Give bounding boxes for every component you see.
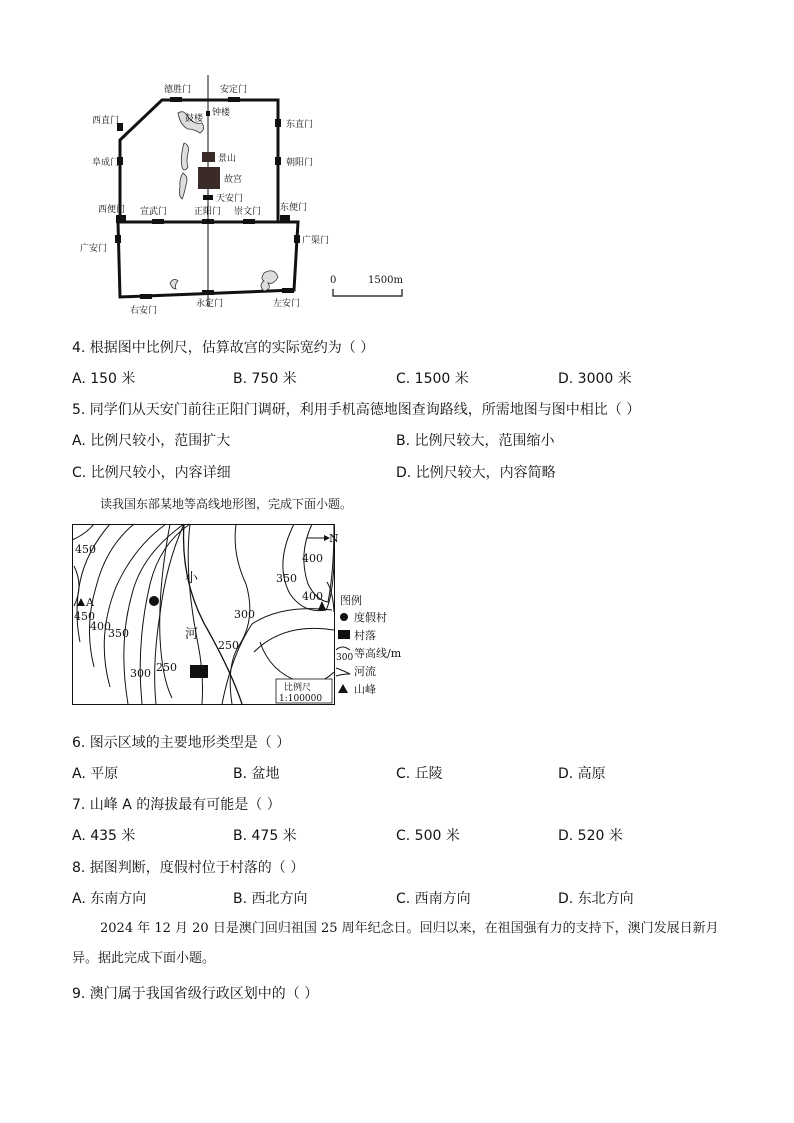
legend-peak-icon	[338, 684, 348, 693]
gate-label-chongwen: 崇文门	[234, 207, 262, 217]
question-4-stem: 4. 根据图中比例尺，估算故宫的实际宽约为（ ）	[72, 340, 375, 356]
contour-label: 250	[156, 661, 177, 674]
contour-label: 300	[130, 667, 151, 680]
contour-label: 450	[74, 610, 95, 623]
scale-zero: 0	[330, 275, 337, 286]
gate-label-anding: 安定门	[220, 85, 248, 95]
gugong-block	[198, 167, 220, 189]
contour-label: 350	[276, 572, 297, 585]
gate-label-zhengyang: 正阳门	[194, 207, 222, 217]
gate-label-dongbian: 东便门	[280, 203, 308, 213]
landmark-label-jingshan: 景山	[218, 154, 237, 164]
gate-label-youan: 右安门	[130, 306, 158, 316]
landmark-label-gulou: 鼓楼	[185, 114, 204, 124]
contour-label: 350	[108, 627, 129, 640]
q5-option-b[interactable]: B. 比例尺较大，范围缩小	[396, 433, 555, 449]
gate-label-guangan: 广安门	[80, 244, 108, 254]
q4-option-b[interactable]: B. 750 米	[233, 371, 297, 387]
legend-contour: 等高线/m	[354, 647, 402, 660]
q5-option-d[interactable]: D. 比例尺较大，内容简略	[396, 465, 556, 481]
lake-shape	[179, 173, 187, 199]
contour-label: 400	[302, 590, 323, 603]
question-8-stem: 8. 据图判断，度假村位于村落的（ ）	[72, 860, 305, 876]
topo-legend	[336, 593, 402, 696]
legend-peak: 山峰	[354, 683, 376, 696]
topographic-map	[72, 522, 422, 708]
landmark-label-zhonglou: 钟楼	[212, 108, 231, 118]
q4-option-d[interactable]: D. 3000 米	[558, 371, 632, 387]
gate-label-xizhi: 西直门	[92, 116, 120, 126]
gate-label-xuanwu: 宣武门	[140, 207, 168, 217]
resort-marker	[149, 596, 159, 606]
q8-option-a[interactable]: A. 东南方向	[72, 891, 147, 907]
q6-option-d[interactable]: D. 高原	[558, 766, 606, 782]
q7-option-d[interactable]: D. 520 米	[558, 828, 623, 844]
legend-river-icon	[336, 668, 350, 676]
question-7-stem: 7. 山峰 A 的海拔最有可能是（ ）	[72, 797, 281, 813]
contour-label: 300	[234, 608, 255, 621]
lake-shape	[181, 143, 188, 170]
topo-scale-value: 1:100000	[279, 694, 323, 704]
gate-label-yongding: 永定门	[196, 299, 224, 309]
landmark-label-gugong: 故宫	[224, 175, 243, 185]
legend-resort: 度假村	[354, 611, 387, 624]
q7-option-c[interactable]: C. 500 米	[396, 828, 460, 844]
topo-intro: 读我国东部某地等高线地形图，完成下面小题。	[100, 497, 353, 511]
gate-label-desheng: 德胜门	[164, 85, 192, 95]
lake-shape	[261, 271, 278, 291]
q4-option-c[interactable]: C. 1500 米	[396, 371, 469, 387]
peak-a-label: A	[86, 596, 94, 609]
legend-contour-value: 300	[336, 653, 354, 663]
contour-label: 400	[90, 620, 111, 633]
gate-label-fucheng: 阜成门	[92, 158, 120, 168]
legend-village-icon	[338, 630, 350, 639]
q6-option-b[interactable]: B. 盆地	[233, 766, 280, 782]
river-char-xiao: 小	[185, 571, 199, 586]
question-6-stem: 6. 图示区域的主要地形类型是（ ）	[72, 735, 291, 751]
legend-contour-icon	[336, 647, 350, 650]
gate-label-chaoyang: 朝阳门	[286, 158, 314, 168]
contour-label: 450	[75, 543, 96, 556]
question-9-stem: 9. 澳门属于我国省级行政区划中的（ ）	[72, 986, 319, 1002]
beijing-city-map	[80, 75, 420, 320]
gate-label-guangqu: 广渠门	[302, 236, 330, 246]
scale-length: 1500m	[368, 275, 403, 286]
landmark-label-tiananmen: 天安门	[216, 194, 244, 204]
legend-resort-icon	[340, 613, 348, 621]
q4-option-a[interactable]: A. 150 米	[72, 371, 136, 387]
gate-label-dongzhi: 东直门	[286, 120, 314, 130]
q6-option-a[interactable]: A. 平原	[72, 766, 119, 782]
q6-option-c[interactable]: C. 丘陵	[396, 766, 443, 782]
q8-option-b[interactable]: B. 西北方向	[233, 891, 308, 907]
q7-option-a[interactable]: A. 435 米	[72, 828, 136, 844]
jingshan-block	[202, 152, 215, 162]
river-char-he: 河	[185, 627, 199, 642]
contour-label: 250	[218, 639, 239, 652]
gate-label-xibian: 西便门	[98, 205, 126, 215]
question-5-stem: 5. 同学们从天安门前往正阳门调研，利用手机高德地图查询路线，所需地图与图中相比（ ）	[72, 402, 641, 418]
lake-shape	[170, 279, 178, 289]
q8-option-c[interactable]: C. 西南方向	[396, 891, 471, 907]
gate-label-zuoan: 左安门	[273, 299, 301, 309]
q5-option-a[interactable]: A. 比例尺较小，范围扩大	[72, 433, 231, 449]
contour-label: 400	[302, 552, 323, 565]
zhonglou-mark	[206, 111, 210, 116]
legend-river: 河流	[354, 665, 376, 678]
legend-village: 村落	[354, 629, 376, 642]
q7-option-b[interactable]: B. 475 米	[233, 828, 297, 844]
north-label: N	[329, 532, 339, 545]
scale-bar	[330, 275, 403, 296]
macau-intro: 2024 年 12 月 20 日是澳门回归祖国 25 周年纪念日。回归以来，在祖国强有力的支持下，澳门发展日新月异。据此完成下面小题。	[72, 921, 719, 966]
legend-title: 图例	[340, 594, 362, 607]
q8-option-d[interactable]: D. 东北方向	[558, 891, 634, 907]
tiananmen-mark	[203, 195, 213, 200]
topo-scale-title: 比例尺	[284, 683, 312, 693]
q5-option-c[interactable]: C. 比例尺较小，内容详细	[72, 465, 231, 481]
village-marker	[190, 665, 208, 678]
